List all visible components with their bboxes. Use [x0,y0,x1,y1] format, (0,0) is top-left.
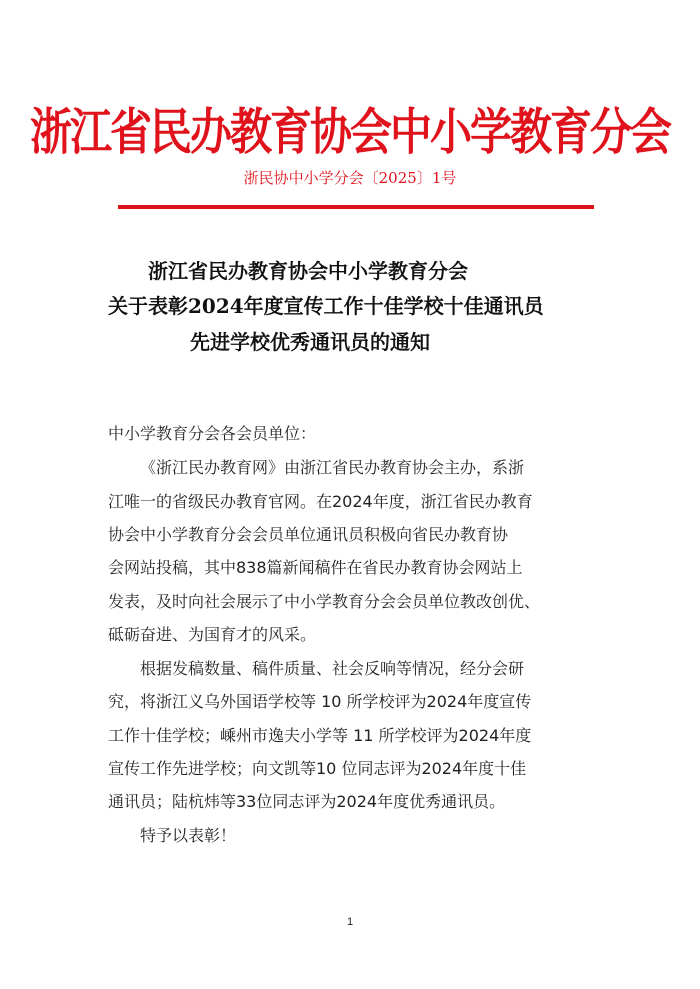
body-line: 通讯员；陆杭炜等33位同志评为2024年度优秀通讯员。 [108,792,506,811]
title-line-3: 先进学校优秀通讯员的通知 [190,330,430,354]
org-header: 浙江省民办教育协会中小学教育分会 [29,103,670,161]
body-line: 究，将浙江义乌外国语学校等 10 所学校评为2024年度宣传 [108,692,532,711]
page-number: 1 [346,916,354,928]
body-line: 协会中小学教育分会会员单位通讯员积极向省民办教育协 [108,525,509,544]
body-line: 宣传工作先进学校；向文凯等10 位同志评为2024年度十佳 [108,759,527,778]
body-line: 江唯一的省级民办教育官网。在2024年度，浙江省民办教育 [108,492,533,511]
body-line: 会网站投稿，其中838篇新闻稿件在省民办教育协会网站上 [108,558,523,577]
red-header-divider [118,205,594,209]
body-line: 发表，及时向社会展示了中小学教育分会会员单位教改创优、 [108,592,541,611]
body-line: 特予以表彰！ [140,826,237,845]
title-line-1: 浙江省民办教育协会中小学教育分会 [148,259,468,283]
document-number: 浙民协中小学分会〔2025〕1号 [243,169,457,187]
salutation: 中小学教育分会各会员单位： [108,424,317,443]
body-line: 《浙江民办教育网》由浙江省民办教育协会主办，系浙 [140,458,525,477]
body-line: 工作十佳学校；嵊州市逸夫小学等 11 所学校评为2024年度 [108,726,532,745]
title-line-2: 关于表彰2024年度宣传工作十佳学校十佳通讯员 [108,294,544,318]
body-line: 根据发稿数量、稿件质量、社会反响等情况，经分会研 [140,659,525,678]
body-line: 砥砺奋进、为国育才的风采。 [108,625,317,644]
